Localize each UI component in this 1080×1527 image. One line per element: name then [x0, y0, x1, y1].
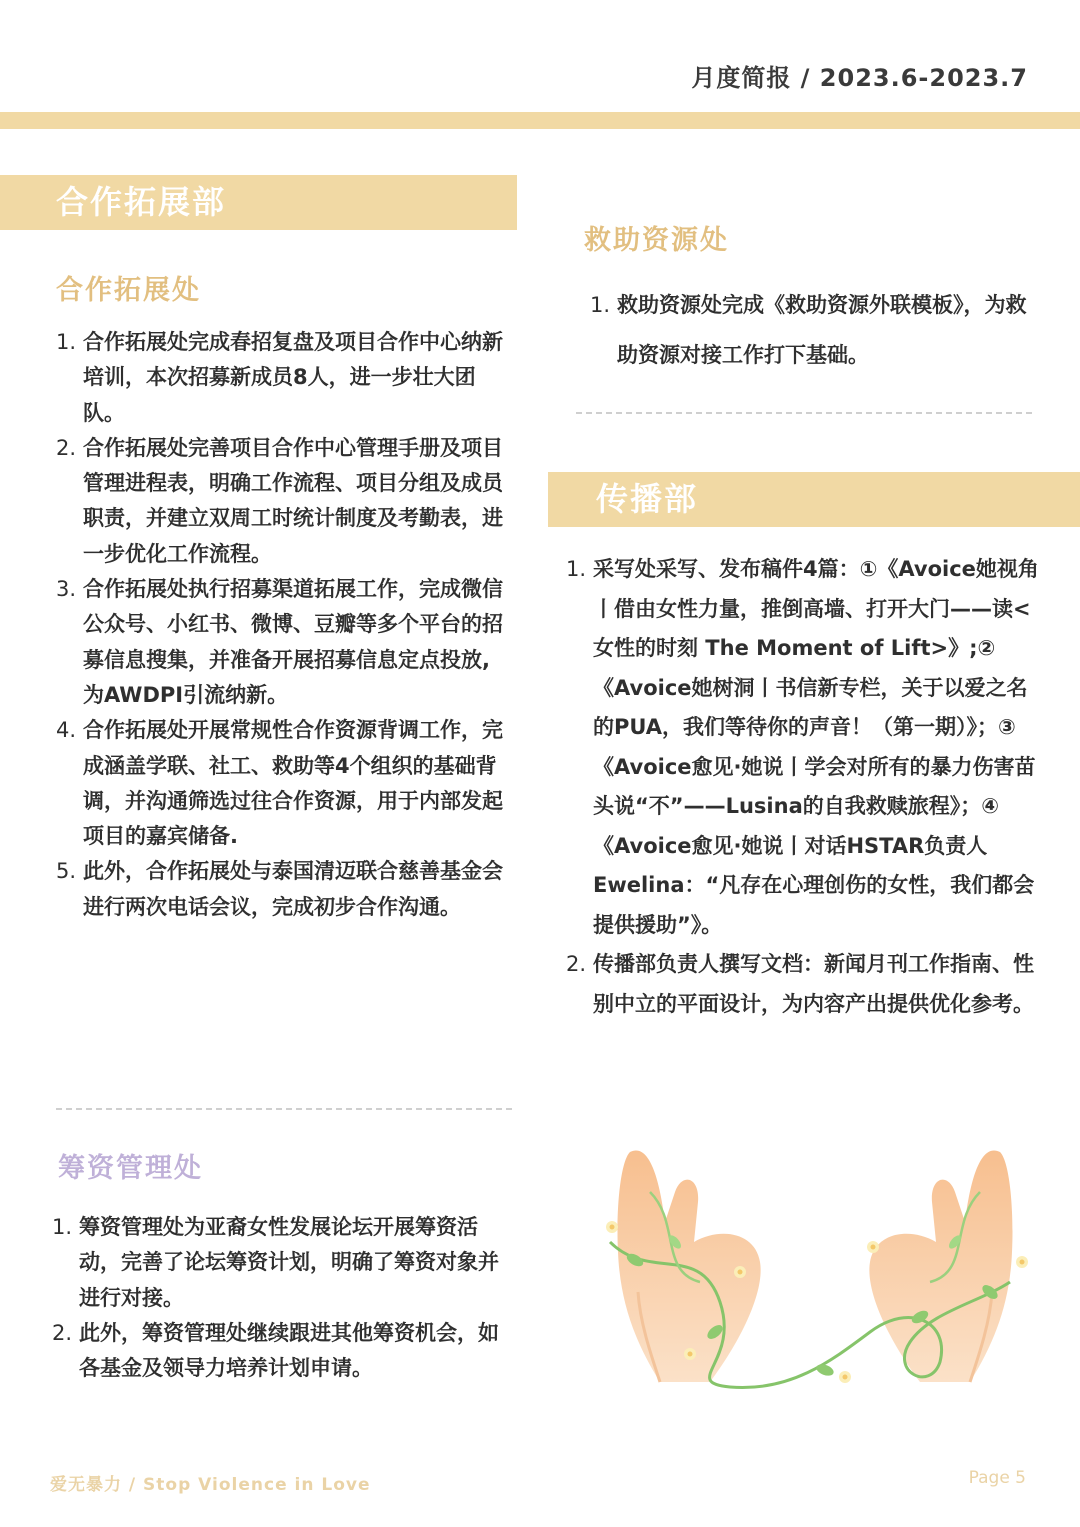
- rescue-resources-list: [590, 280, 1046, 380]
- footer-brand: 爱无暴力 / Stop Violence in Love: [50, 1475, 371, 1495]
- communication-list: [566, 550, 1046, 1024]
- list-item: 2. 此外，筹资管理处继续跟进其他筹资机会，如各基金及领导力培养计划申请。: [52, 1320, 499, 1381]
- list-item: 1. 救助资源处完成《救助资源外联模板》，为救助资源对接工作打下基础。: [590, 293, 1027, 367]
- list-item: 1. 合作拓展处完成春招复盘及项目合作中心纳新培训，本次招募新成员8人，进一步壮大团队。: [56, 330, 503, 425]
- divider: [56, 1108, 512, 1110]
- list-item: 2. 合作拓展处完善项目合作中心管理手册及项目管理进程表，明确工作流程、项目分组及成员职责，并建立双周工时统计制度及考勤表，进一步优化工作流程。: [56, 435, 503, 566]
- list-item: 1. 筹资管理处为亚裔女性发展论坛开展筹资活动，完善了论坛筹资计划，明确了筹资对象并进行对接。: [52, 1215, 499, 1310]
- cooperation-list: [56, 325, 508, 925]
- section-title-fundraising: 筹资管理处: [58, 1153, 203, 1184]
- section-title-cooperation: 合作拓展处: [56, 275, 201, 306]
- fundraising-list: [52, 1210, 512, 1386]
- list-item: 5. 此外，合作拓展处与泰国清迈联合慈善基金会进行两次电话会议，完成初步合作沟通。: [56, 859, 503, 919]
- page-header-title: 月度简报 / 2023.6-2023.7: [691, 64, 1028, 92]
- section-title-rescue-resources: 救助资源处: [584, 225, 729, 256]
- department-banner-communication: 传播部: [548, 472, 1080, 527]
- divider: [576, 412, 1032, 414]
- list-item: 4. 合作拓展处开展常规性合作资源背调工作，完成涵盖学联、社工、救助等4个组织的基础背调，并沟通筛选过往合作资源，用于内部发起项目的嘉宾储备.: [56, 718, 503, 849]
- list-item: 1. 采写处采写、发布稿件4篇：①《Avoice她视角丨借由女性力量，推倒高墙、打开大门——读<女性的时刻 The Moment of Lift>》;②《Avoice她树洞丨书信新专栏，关于以爱之名的PUA，我们等待你的声音！（第一期）》；③《Avoice愈见·她说丨学会对所有的暴力伤害苗头说“不”——Lusina的自我救赎旅程》；④《Avoice愈见·她说丨对话HSTAR负责人Ewelina：“凡存在心理创伤的女性，我们都会提供援助”》。: [566, 557, 1039, 937]
- list-item: 2. 传播部负责人撰写文档：新闻月刊工作指南、性别中立的平面设计，为内容产出提供优化参考。: [566, 952, 1034, 1016]
- page-number: Page 5: [968, 1468, 1026, 1488]
- list-item: 3. 合作拓展处执行招募渠道拓展工作，完成微信公众号、小红书、微博、豆瓣等多个平台的招募信息搜集，并准备开展招募信息定点投放,为AWDPI引流纳新。: [56, 577, 503, 707]
- header-band: [0, 112, 1080, 129]
- hands-vine-illustration: [590, 1132, 1040, 1402]
- department-banner-cooperation: 合作拓展部: [0, 175, 517, 230]
